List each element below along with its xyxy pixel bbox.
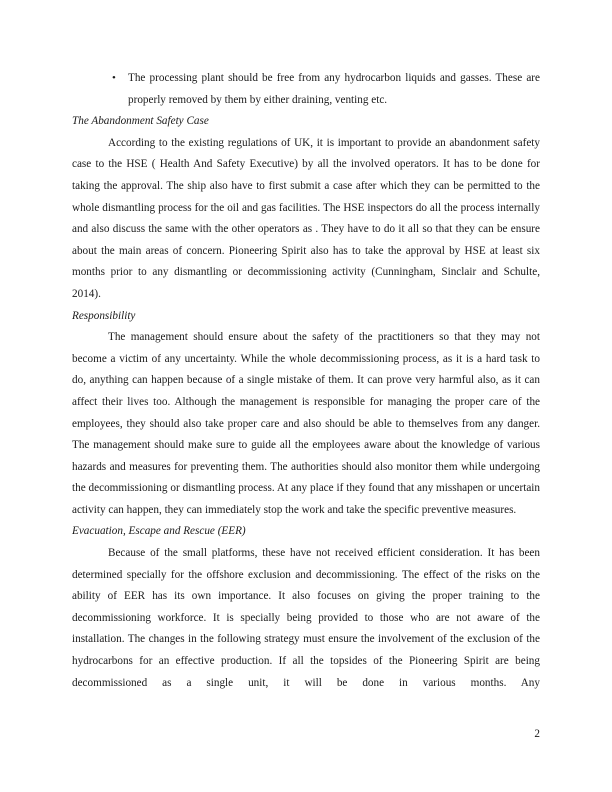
bullet-icon: • [112,72,116,84]
section-heading-abandonment-safety-case: The Abandonment Safety Case [72,115,209,128]
section-heading-eer: Evacuation, Escape and Rescue (EER) [72,525,246,538]
bullet-text: The processing plant should be free from any hydrocarbon liquids and gasses. These are properly removed by them by either draining, venting etc. [128,72,540,106]
paragraph-eer: Because of the small platforms, these have not received efficient consideration. It has been determined specially for the offshore exclusion and decommissioning. The effect of the risks on the ability of EER has its own importance. It also focuses on giving the proper training to the decommissioning workforce. It is specially being provided to those who are not aware of the installation. The changes in the following strategy must ensure the involvement of the exclusion of the hydrocarbons for an effective production. If all the topsides of the Pioneering Spirit are being decommissioned as a single unit, it will be done in various months. Any [72,547,540,689]
section-heading-responsibility: Responsibility [72,309,136,322]
paragraph-responsibility: The management should ensure about the safety of the practitioners so that they may not become a victim of any uncertainty. While the whole decommissioning process, as it is a hard task to do, anything can happen because of a single mistake of them. It can prove very harmful also, as it can affect their lives too. Although the management is responsible for managing the proper care of the employees, they should also take proper care and also should be able to themselves from any danger. The management should make sure to guide all the employees aware about the knowledge of various hazards and measures for preventing them. The authorities should also monitor them while undergoing the decommissioning or dismantling process. At any place if they found that any misshapen or uncertain activity can happen, they can immediately stop the work and take the specific preventive measures. [72,331,540,516]
bullet-item [72,68,540,111]
document-page [72,68,540,694]
page-number: 2 [534,728,540,740]
paragraph-abandonment-safety-case: According to the existing regulations of UK, it is important to provide an abandonment safety case to the HSE ( Health And Safety Executive) by all the involved operators. It has to be done for taking the approval. The ship also have to first submit a case after which they can be permitted to the whole dismantling process for the oil and gas facilities. The HSE inspectors do all the process internally and also discuss the same with the other operators as . They have to do it all so that they can be ensure about the main areas of concern. Pioneering Spirit also has to take the approval by HSE at least six months prior to any dismantling or decommissioning activity (Cunningham, Sinclair and Schulte, 2014). [72,136,540,300]
